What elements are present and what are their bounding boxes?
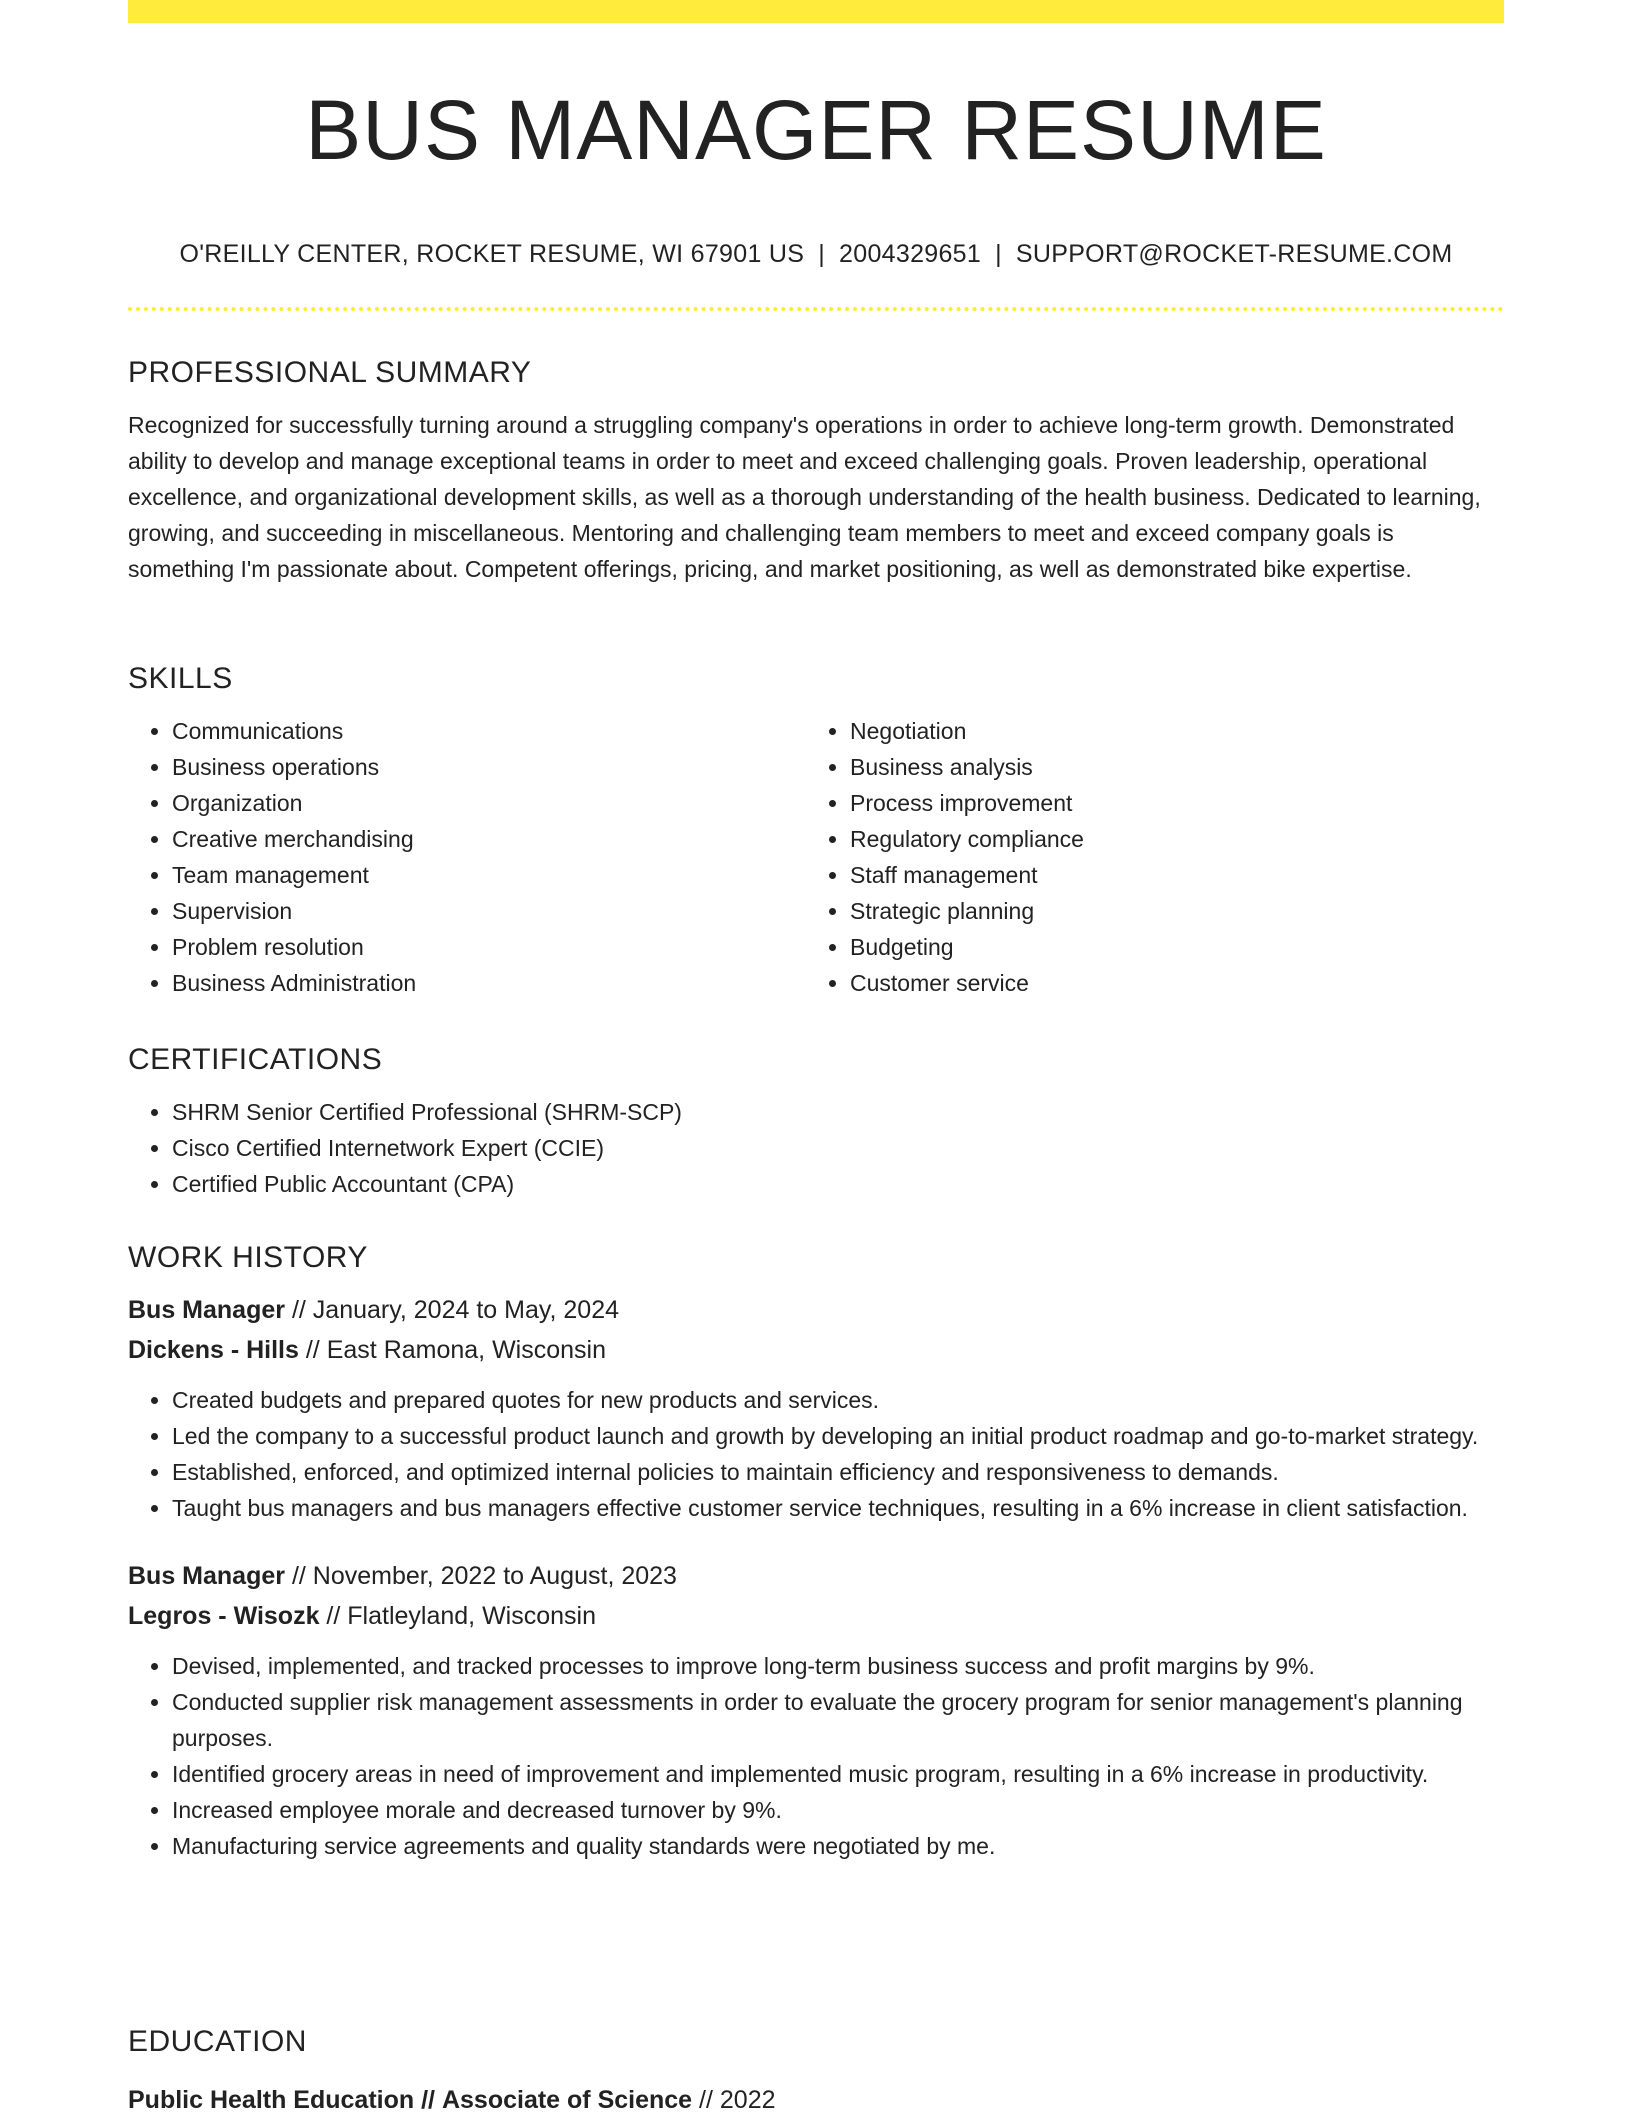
education-field: Public Health Education [128,2086,415,2114]
job-role: Bus Manager [128,1562,285,1590]
education-degree: Associate of Science [441,2086,693,2114]
dotted-divider [128,307,1504,311]
job-bullets [128,1648,1504,1864]
job-bullet: • Identified grocery areas in need of improvement and implemented music program, resulting in a 6% increase in productivity. [172,1756,1504,1792]
separator: // [421,2086,436,2114]
contact-line [128,236,1504,272]
skill-item: • Business operations [172,749,806,785]
separator: // [699,2086,713,2114]
job-title-line [128,1556,1504,1596]
skills-list-right [806,713,1484,1001]
skill-item: • Process improvement [850,785,1484,821]
job-title-line [128,1290,1504,1330]
skills-columns [128,713,1504,1001]
certification-item: • SHRM Senior Certified Professional (SHRM-SCP) [172,1094,1504,1130]
job-bullet: • Led the company to a successful product launch and growth by developing an initial product roadmap and go-to-market strategy. [172,1418,1504,1454]
education-section [128,2022,1504,2120]
resume-title: BUS MANAGER RESUME [305,83,1327,177]
job-bullet: • Increased employee morale and decreased turnover by 9%. [172,1792,1504,1828]
separator: // [291,1296,306,1324]
job-bullet: • Conducted supplier risk management assessments in order to evaluate the grocery program for senior management's planning purposes. [172,1684,1504,1756]
certification-item: • Certified Public Accountant (CPA) [172,1166,1504,1202]
job-company-line [128,1330,1504,1370]
skill-item: • Customer service [850,965,1484,1001]
education-heading: EDUCATION [128,2025,307,2058]
skills-section [128,659,1504,1001]
skill-item: • Communications [172,713,806,749]
skill-item: • Negotiation [850,713,1484,749]
job-bullets [128,1382,1504,1526]
job-bullet: • Taught bus managers and bus managers effective customer service techniques, resulting in a 6% increase in client satisfaction. [172,1490,1504,1526]
skill-item: • Team management [172,857,806,893]
job-bullet: • Created budgets and prepared quotes for new products and services. [172,1382,1504,1418]
job-company: Dickens - Hills [128,1336,299,1364]
skill-item: • Regulatory compliance [850,821,1484,857]
skills-heading: SKILLS [128,662,233,695]
job-location: East Ramona, Wisconsin [326,1336,606,1364]
separator: // [305,1336,320,1364]
job-entry [128,1290,1504,1526]
skill-item: • Staff management [850,857,1484,893]
job-company: Legros - Wisozk [128,1602,320,1630]
job-bullet: • Established, enforced, and optimized internal policies to maintain efficiency and responsiveness to demands. [172,1454,1504,1490]
summary-text: Recognized for successfully turning around a struggling company's operations in order to achieve long-term growth. Demonstrated ability to develop and manage exceptional teams in order to meet and exceed challenging goals. Proven leadership, operational excellence, and organizational development skills, as well as a thorough understanding of the health business. Dedicated to learning, growing, and succeeding in miscellaneous. Mentoring and challenging team members to meet and exceed company goals is something I'm passionate about. Competent offerings, pricing, and market positioning, as well as demonstrated bike expertise. [128,412,1481,582]
job-company-line [128,1596,1504,1636]
contact-email: SUPPORT@ROCKET-RESUME.COM [1015,240,1453,268]
contact-address: O'REILLY CENTER, ROCKET RESUME, WI 67901 US [179,240,805,268]
skill-item: • Business Administration [172,965,806,1001]
job-entry [128,1556,1504,1864]
contact-separator: | [818,240,826,268]
skill-item: • Organization [172,785,806,821]
certification-item: • Cisco Certified Internetwork Expert (CCIE) [172,1130,1504,1166]
skill-item: • Strategic planning [850,893,1484,929]
job-dates: January, 2024 to May, 2024 [312,1296,620,1324]
job-bullet: • Devised, implemented, and tracked processes to improve long-term business success and profit margins by 9%. [172,1648,1504,1684]
skills-list-left [128,713,806,1001]
certifications-heading: CERTIFICATIONS [128,1043,383,1076]
skill-item: • Business analysis [850,749,1484,785]
contact-separator: | [995,240,1002,268]
summary-section [128,353,1504,587]
separator: // [326,1602,341,1630]
work-history-section [128,1238,1504,1864]
job-location: Flatleyland, Wisconsin [347,1602,596,1630]
certifications-list [128,1094,1504,1202]
skill-item: • Supervision [172,893,806,929]
work-history-heading: WORK HISTORY [128,1241,368,1274]
top-accent-bar [128,0,1504,23]
job-bullet: • Manufacturing service agreements and quality standards were negotiated by me. [172,1828,1504,1864]
education-year: 2022 [719,2086,776,2114]
skill-item: • Problem resolution [172,929,806,965]
education-line [128,2080,1504,2120]
skill-item: • Budgeting [850,929,1484,965]
separator: // [291,1562,306,1590]
job-dates: November, 2022 to August, 2023 [312,1562,677,1590]
job-role: Bus Manager [128,1296,285,1324]
certifications-section [128,1040,1504,1202]
contact-phone: 2004329651 [839,240,982,268]
summary-heading: PROFESSIONAL SUMMARY [128,356,532,389]
skill-item: • Creative merchandising [172,821,806,857]
